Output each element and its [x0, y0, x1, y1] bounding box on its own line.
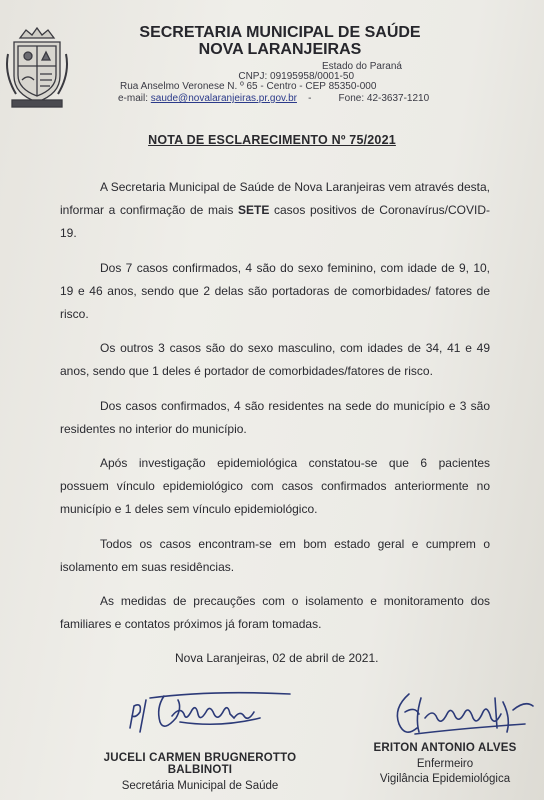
paragraph-bold-count: SETE	[237, 203, 270, 218]
email-label: e-mail:	[118, 93, 149, 104]
signer-name: JUCELI CARMEN BRUGNEROTTO BALBINOTI	[103, 752, 297, 776]
paragraph	[60, 452, 490, 522]
header-cnpj: CNPJ: 09195958/0001-50	[238, 71, 354, 82]
signer-role: Secretária Municipal de Saúde	[121, 780, 279, 792]
paragraph-text: Todos os casos encontram-se em bom estado geral e cumprem o isolamento em suas residências.	[60, 536, 490, 574]
paragraph	[60, 176, 490, 246]
contact-separator: -	[308, 93, 312, 104]
handwritten-signature-left	[120, 688, 300, 738]
header-phone: Fone: 42-3637-1210	[338, 93, 430, 104]
document-title: NOTA DE ESCLARECIMENTO Nº 75/2021	[148, 133, 396, 147]
header-estado: Estado do Paraná	[321, 61, 402, 72]
date-line: Nova Laranjeiras, 02 de abril de 2021.	[175, 651, 379, 665]
paragraph	[60, 257, 490, 327]
signature-block-right	[340, 742, 544, 785]
header-contact-line	[118, 93, 429, 104]
paragraph-text: As medidas de precauções com o isolamento e monitoramento dos familiares e contatos próximos já foram tomadas.	[60, 594, 490, 632]
paragraph-text: Dos casos confirmados, 4 são residentes na sede do município e 3 são residentes no interior do município.	[60, 398, 490, 436]
signer-role: Enfermeiro	[416, 758, 474, 770]
paragraph	[60, 395, 490, 441]
paragraph-text: A Secretaria Municipal de Saúde de Nova Laranjeiras vem através desta, informar a confirmação de mais	[60, 180, 490, 218]
handwritten-signature-right	[385, 688, 540, 743]
paragraph-text: Após investigação epidemiológica constatou-se que 6 pacientes possuem vínculo epidemiológico com casos confirmados anteriormente no município e 1 deles sem vínculo epidemiológico.	[60, 456, 490, 517]
signature-block-left	[70, 752, 330, 792]
email-link[interactable]: saude@novalaranjeiras.pr.gov.br	[150, 93, 297, 104]
paragraph-text: casos positivos de Coronavírus/COVID-19.	[60, 203, 490, 241]
document-body	[60, 176, 490, 647]
signer-department: Vigilância Epidemiológica	[379, 773, 511, 785]
paragraph	[60, 533, 490, 579]
header-title-line2: NOVA LARANJEIRAS	[198, 41, 362, 58]
paragraph-text: Dos 7 casos confirmados, 4 são do sexo feminino, com idade de 9, 10, 19 e 46 anos, sendo que 2 delas são portadoras de comorbidades/ fatores de risco.	[60, 260, 490, 322]
header-title-line1: SECRETARIA MUNICIPAL DE SAÚDE	[139, 24, 421, 41]
paragraph	[60, 590, 490, 636]
paragraph	[60, 337, 490, 383]
signer-name: ERITON ANTONIO ALVES	[373, 742, 517, 754]
paragraph-text: Os outros 3 casos são do sexo masculino, com idades de 34, 41 e 49 anos, sendo que 1 deles é portador de comorbidades/fatores de risco.	[60, 341, 490, 379]
header-address: Rua Anselmo Veronese N. º 65 - Centro - CEP 85350-000	[120, 81, 377, 92]
